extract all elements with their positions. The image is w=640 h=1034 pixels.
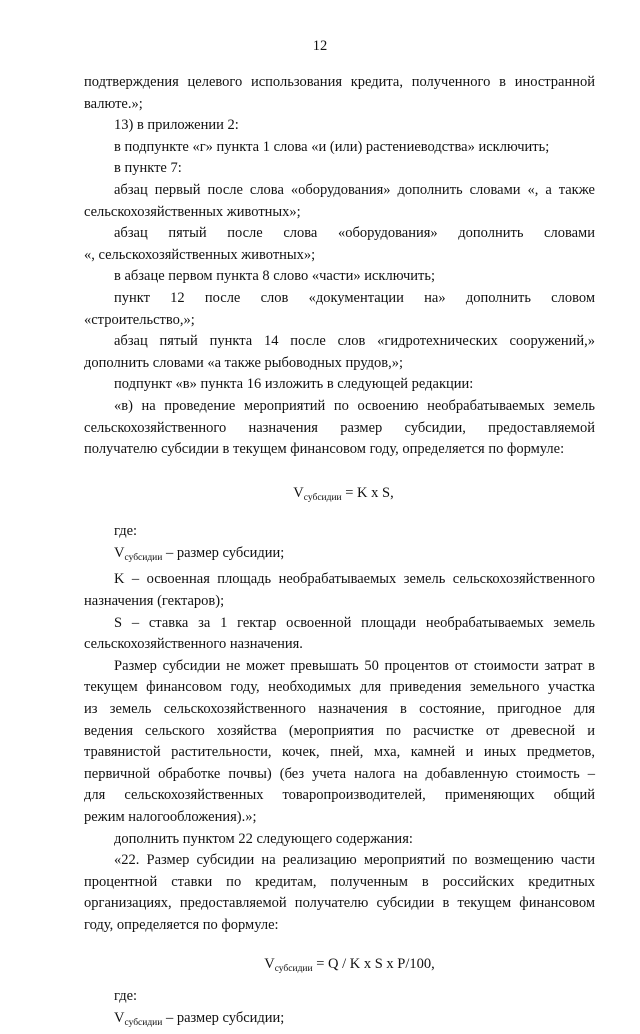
formula-subscript: субсидии: [274, 963, 313, 974]
definition-symbol: V: [114, 1009, 125, 1026]
text-line: первичной обработке почвы) (без учета налога на добавленную стоимость –: [84, 765, 595, 782]
text-line: дополнить словами «а также рыбоводных прудов,»;: [84, 354, 404, 371]
text-line: подтверждения целевого использования кредита, полученного в иностранной: [84, 74, 595, 90]
text-line: ведения сельского хозяйства (мероприятия по расчистке от древесной и: [84, 722, 595, 739]
text-line: режим налогообложения).»;: [84, 809, 257, 825]
text-line: подпункт «в» пункта 16 изложить в следующей редакции:: [114, 376, 474, 393]
text-line: абзац первый после слова «оборудования» дополнить словами «, а также: [114, 181, 595, 198]
text-line: процентной ставки по кредитам, полученным в российских кредитных: [84, 873, 595, 890]
text-line: в подпункте «г» пункта 1 слова «и (или) растениеводства» исключить;: [114, 138, 550, 155]
text-line: дополнить пунктом 22 следующего содержания:: [114, 830, 413, 847]
formula-subsidy-area: [84, 461, 595, 522]
definition-subscript: субсидии: [124, 1017, 163, 1028]
formula-symbol: V: [264, 955, 275, 972]
definition-line: [84, 543, 595, 570]
text-line: сельскохозяйственных животных»;: [84, 203, 301, 220]
text-line: получателю субсидии в текущем финансовом году, определяется по формуле:: [84, 441, 565, 458]
text-line: где:: [114, 988, 138, 1005]
text-line: «строительство,»;: [84, 311, 195, 328]
text-line: сельскохозяйственного назначения размер субсидии, предоставляемой: [84, 419, 595, 436]
page-number: 12: [312, 38, 328, 54]
text-line: организациях, предоставляемой получателю субсидии в текущем финансовом: [84, 895, 595, 912]
definition-text: – размер субсидии;: [162, 1009, 285, 1026]
definition-symbol: V: [114, 544, 125, 561]
text-line: для сельскохозяйственных товаропроизводителей, применяющих общий: [84, 787, 595, 804]
text-line: валюте.»;: [84, 95, 143, 112]
text-line: абзац пятый пункта 14 после слов «гидротехнических сооружений,»: [114, 333, 595, 350]
text-line: K – освоенная площадь необрабатываемых земель сельскохозяйственного: [114, 571, 595, 588]
text-line: «, сельскохозяйственных животных»;: [84, 246, 316, 263]
formula-symbol: V: [293, 484, 304, 501]
text-line: назначения (гектаров);: [84, 593, 225, 610]
definition-text: – размер субсидии;: [162, 544, 285, 561]
text-line: текущем финансовом году, необходимых для приведения земельного участка: [84, 679, 595, 696]
definition-subscript: субсидии: [124, 552, 163, 563]
formula-interest-subsidy: [84, 937, 595, 987]
formula-expression: = Q / K x S x P/100,: [312, 955, 435, 972]
text-line: пункт 12 после слов «документации на» дополнить словом: [114, 289, 595, 306]
text-line: сельскохозяйственного назначения.: [84, 636, 303, 653]
text-line: Размер субсидии не может превышать 50 процентов от стоимости затрат в: [114, 657, 595, 674]
formula-subscript: субсидии: [303, 492, 342, 503]
definition-line: [84, 1008, 595, 1034]
text-line: S – ставка за 1 гектар освоенной площади необрабатываемых земель: [114, 614, 595, 631]
text-line: где:: [114, 523, 138, 540]
text-line: травянистой растительности, кочек, пней, мха, камней и иных предметов,: [84, 744, 595, 761]
text-line: из земель сельскохозяйственного назначения в состояние, пригодное для: [84, 701, 595, 718]
formula-expression: = K x S,: [341, 484, 394, 501]
document-body: [84, 72, 595, 1034]
text-line: абзац пятый после слова «оборудования» дополнить словами: [114, 225, 595, 242]
text-line: «в) на проведение мероприятий по освоению необрабатываемых земель: [114, 397, 595, 414]
text-line: «22. Размер субсидии на реализацию мероприятий по возмещению части: [114, 852, 595, 869]
text-line: в пункте 7:: [114, 160, 182, 177]
text-line: 13) в приложении 2:: [114, 117, 239, 134]
text-line: в абзаце первом пункта 8 слово «части» исключить;: [114, 268, 436, 285]
text-line: году, определяется по формуле:: [84, 916, 279, 933]
